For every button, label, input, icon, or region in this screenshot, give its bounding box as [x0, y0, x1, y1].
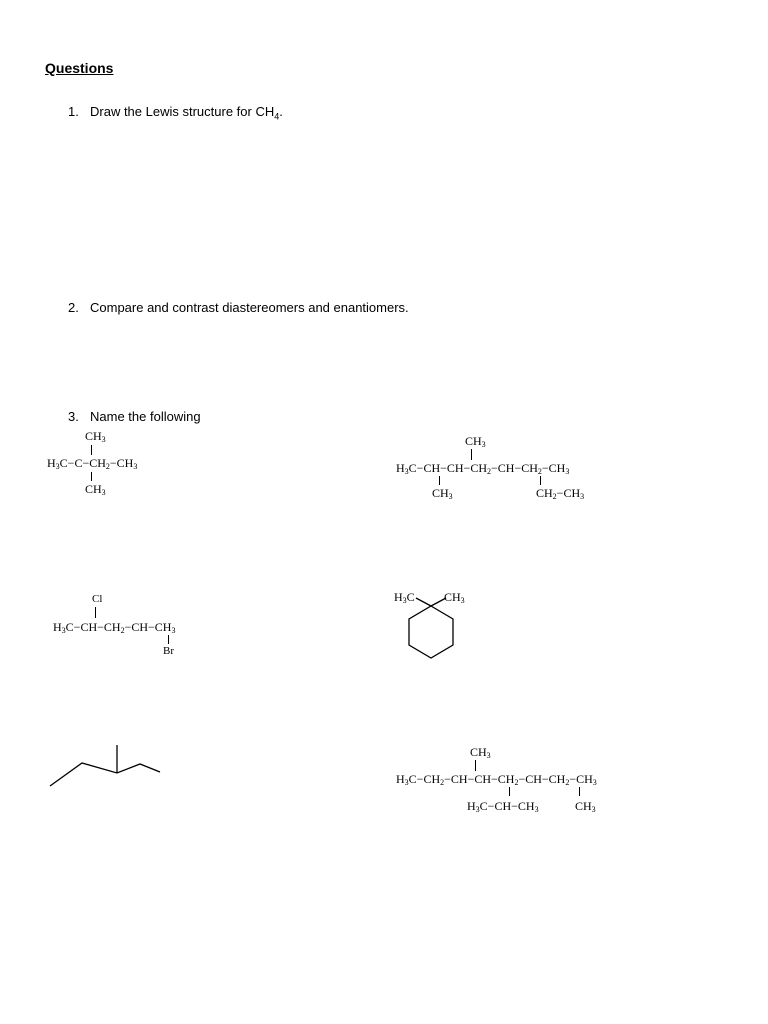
question-text: Compare and contrast diastereomers and enantiomers. [90, 300, 409, 315]
methyl-top: $CH_3$ [470, 745, 491, 760]
formula-text: H [396, 461, 405, 475]
formula-subscript: 3 [565, 467, 570, 476]
bromine-label: Br [163, 645, 174, 657]
formula-text: C−CH−CH−CH [408, 461, 487, 475]
formula-subscript: 3 [55, 462, 60, 471]
formula-subscript: 3 [61, 626, 66, 635]
formula-subscript: 3 [580, 492, 585, 501]
chlorine-label: Cl [92, 593, 103, 605]
bond-to-left-methyl [416, 598, 431, 606]
formula-subscript: 3 [475, 805, 480, 814]
skeletal-chain [50, 763, 160, 786]
formula-text: H [467, 799, 476, 813]
formula-text: −CH−CH [124, 620, 172, 634]
question-number: 1. [68, 104, 79, 119]
formula-subscript: 3 [592, 778, 597, 787]
question-number: 2. [68, 300, 79, 315]
formula-text: −CH−CH [518, 772, 566, 786]
formula-text: −CH [569, 772, 593, 786]
formula-text: H [53, 620, 62, 634]
methyl-top: $CH_3$ [465, 434, 486, 449]
formula-text: −CH−CH [491, 461, 538, 475]
formula-subscript: 2 [120, 626, 125, 635]
methyl-bottom: $CH_3$ [575, 799, 596, 814]
page-title: Questions [45, 60, 114, 76]
methyl-bottom: $CH_3$ [432, 486, 453, 501]
methyl-left: $H_3C$ [394, 590, 415, 605]
question-number: 3. [68, 409, 79, 424]
formula-text: CH [536, 486, 553, 500]
formula-subscript: 3 [534, 805, 539, 814]
formula-text: H [47, 456, 56, 470]
bond-to-right-methyl [431, 598, 446, 606]
formula-subscript: 2 [514, 778, 519, 787]
formula-text: H [396, 772, 405, 786]
formula-subscript: 3 [404, 467, 409, 476]
formula-subscript: 2 [440, 778, 445, 787]
period: . [279, 104, 283, 119]
formula-text: −CH [556, 486, 581, 500]
methyl-top: $CH_3$ [85, 429, 106, 444]
formula-subscript: 3 [171, 626, 176, 635]
formula-subscript: 3 [133, 462, 138, 471]
cyclohexane-ring [409, 606, 453, 658]
formula-subscript: 2 [552, 492, 557, 501]
formula-subscript: 2 [105, 462, 110, 471]
formula-subscript: 2 [487, 467, 491, 476]
methyl-right: $CH_3$ [444, 590, 465, 605]
formula-text: −CH [541, 461, 566, 475]
question-text: Name the following [90, 409, 201, 424]
methyl-bottom: $CH_3$ [85, 482, 106, 497]
formula-text: C−CH [408, 772, 441, 786]
question-text: Draw the Lewis structure for CH [90, 104, 275, 119]
formula-subscript: 2 [565, 778, 570, 787]
subscript: 4 [274, 111, 280, 122]
formula-text: −CH [109, 456, 134, 470]
formula-subscript: 3 [404, 778, 409, 787]
formula-subscript: 2 [537, 467, 542, 476]
formula-text: C−CH−CH [65, 620, 121, 634]
formula-text: C−CH−CH [479, 799, 535, 813]
formula-text: −CH−CH−CH [444, 772, 515, 786]
formula-text: C−C−CH [59, 456, 106, 470]
